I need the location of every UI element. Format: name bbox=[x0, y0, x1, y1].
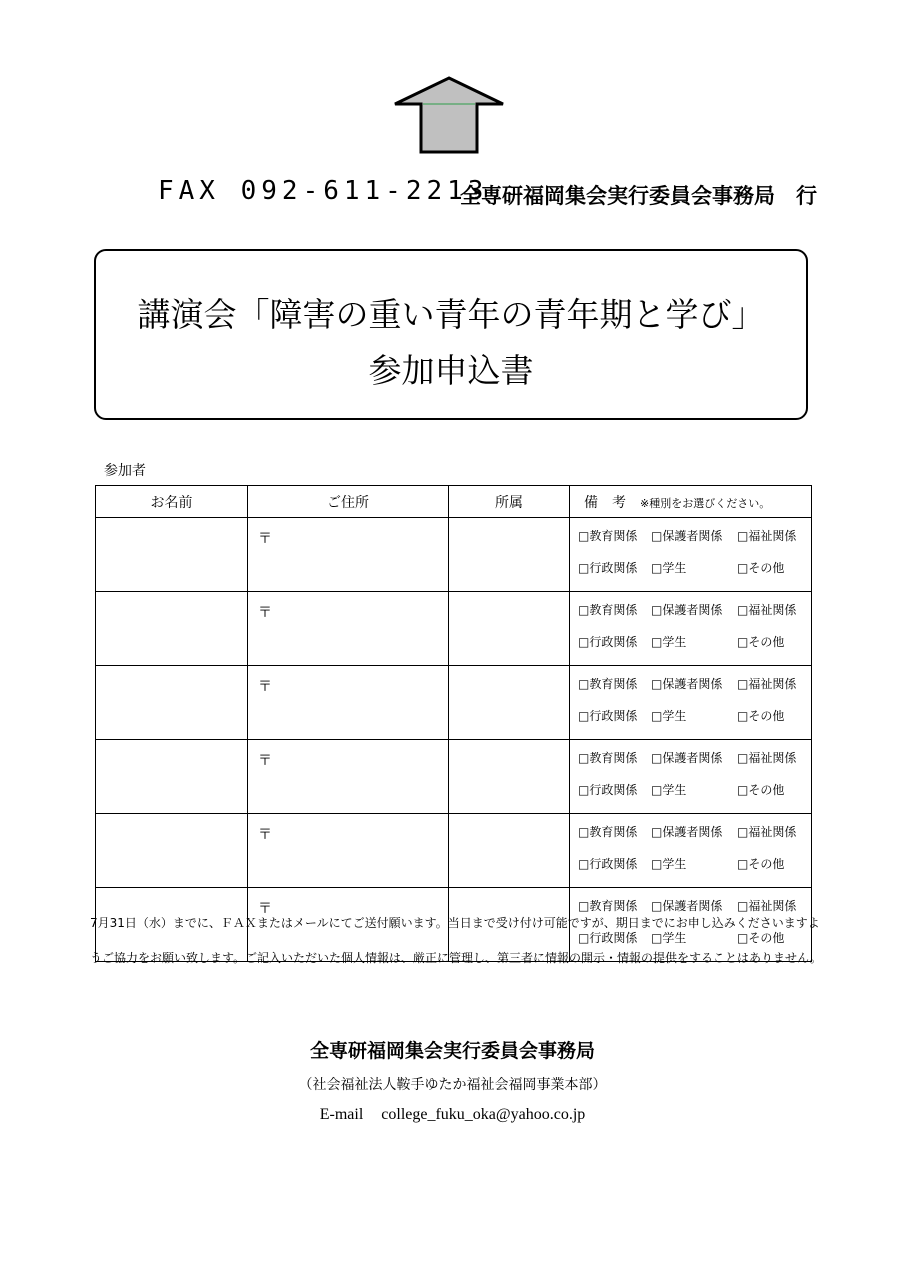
remarks-cell bbox=[570, 814, 812, 888]
option-checkbox[interactable]: □学生 bbox=[651, 709, 687, 723]
remarks-cell bbox=[570, 740, 812, 814]
header-address: ご住所 bbox=[248, 486, 449, 518]
table-row bbox=[96, 814, 812, 888]
option-checkbox[interactable]: □行政関係 bbox=[578, 783, 638, 797]
zip-mark: 〒 bbox=[258, 901, 272, 917]
option-checkbox[interactable]: □福祉関係 bbox=[737, 603, 797, 617]
email-line bbox=[0, 1106, 905, 1124]
option-checkbox[interactable]: □行政関係 bbox=[578, 635, 638, 649]
remarks-label: 備 考 bbox=[584, 494, 626, 511]
office-name: 全専研福岡集会実行委員会事務局 bbox=[309, 1040, 595, 1062]
option-checkbox[interactable]: □その他 bbox=[737, 857, 785, 871]
option-checkbox[interactable]: □教育関係 bbox=[578, 603, 638, 617]
option-checkbox[interactable]: □学生 bbox=[651, 635, 687, 649]
header-name: お名前 bbox=[96, 486, 248, 518]
option-checkbox[interactable]: □その他 bbox=[737, 561, 785, 575]
address-cell[interactable] bbox=[248, 592, 449, 666]
page-subtitle: 参加申込書 bbox=[368, 351, 534, 390]
address-cell[interactable] bbox=[248, 666, 449, 740]
email-address: college_fuku_oka@yahoo.co.jp bbox=[381, 1106, 586, 1123]
option-checkbox[interactable]: □学生 bbox=[651, 783, 687, 797]
option-checkbox[interactable]: □教育関係 bbox=[578, 529, 638, 543]
option-checkbox[interactable]: □教育関係 bbox=[578, 677, 638, 691]
option-checkbox[interactable]: □その他 bbox=[737, 783, 785, 797]
option-checkbox[interactable]: □学生 bbox=[651, 857, 687, 871]
header-remarks bbox=[570, 486, 812, 518]
option-checkbox[interactable]: □その他 bbox=[737, 709, 785, 723]
email-label: E-mail bbox=[319, 1106, 364, 1123]
notice-text: 7月31日（水）までに、ＦＡＸまたはメールにてご送付願います。当日まで受け付け可能ですが、期日までにお申し込みくださいますようご協力をお願い致します。ご記入いただいた個人情報は、厳正に管理し、第三者に情報の開示・情報の提供をすることはありません。 bbox=[90, 916, 822, 965]
title-box bbox=[94, 249, 808, 420]
option-checkbox[interactable]: □保護者関係 bbox=[651, 899, 723, 913]
option-checkbox[interactable]: □教育関係 bbox=[578, 825, 638, 839]
option-checkbox[interactable]: □教育関係 bbox=[578, 899, 638, 913]
table-header bbox=[96, 486, 812, 518]
option-checkbox[interactable]: □保護者関係 bbox=[651, 751, 723, 765]
option-checkbox[interactable]: □行政関係 bbox=[578, 561, 638, 575]
name-cell[interactable] bbox=[96, 518, 248, 592]
option-checkbox[interactable]: □福祉関係 bbox=[737, 529, 797, 543]
table-row bbox=[96, 666, 812, 740]
zip-mark: 〒 bbox=[258, 827, 272, 843]
option-checkbox[interactable]: □福祉関係 bbox=[737, 751, 797, 765]
name-cell[interactable] bbox=[96, 814, 248, 888]
corporation-name: （社会福祉法人鞍手ゆたか福祉会福岡事業本部） bbox=[298, 1077, 607, 1093]
fax-recipient: 全専研福岡集会実行委員会事務局 行 bbox=[460, 184, 817, 208]
remarks-cell bbox=[570, 592, 812, 666]
zip-mark: 〒 bbox=[258, 605, 272, 621]
address-cell[interactable] bbox=[248, 740, 449, 814]
option-checkbox[interactable]: □学生 bbox=[651, 561, 687, 575]
zip-mark: 〒 bbox=[258, 679, 272, 695]
name-cell[interactable] bbox=[96, 666, 248, 740]
option-checkbox[interactable]: □行政関係 bbox=[578, 931, 638, 945]
affiliation-cell[interactable] bbox=[449, 666, 570, 740]
option-checkbox[interactable]: □福祉関係 bbox=[737, 825, 797, 839]
affiliation-cell[interactable] bbox=[449, 592, 570, 666]
header-affiliation: 所属 bbox=[449, 486, 570, 518]
zip-mark: 〒 bbox=[258, 531, 272, 547]
option-checkbox[interactable]: □行政関係 bbox=[578, 857, 638, 871]
option-checkbox[interactable]: □その他 bbox=[737, 635, 785, 649]
remarks-cell bbox=[570, 518, 812, 592]
participant-table bbox=[95, 485, 812, 962]
address-cell[interactable] bbox=[248, 814, 449, 888]
affiliation-cell[interactable] bbox=[449, 518, 570, 592]
up-arrow-icon bbox=[393, 76, 505, 154]
option-checkbox[interactable]: □福祉関係 bbox=[737, 677, 797, 691]
remarks-cell bbox=[570, 666, 812, 740]
table-row bbox=[96, 518, 812, 592]
option-checkbox[interactable]: □保護者関係 bbox=[651, 603, 723, 617]
zip-mark: 〒 bbox=[258, 753, 272, 769]
affiliation-cell[interactable] bbox=[449, 814, 570, 888]
option-checkbox[interactable]: □保護者関係 bbox=[651, 677, 723, 691]
fax-number: FAX 092-611-2213 bbox=[158, 176, 489, 206]
table-row bbox=[96, 740, 812, 814]
participants-label: 参加者 bbox=[104, 463, 146, 479]
option-checkbox[interactable]: □行政関係 bbox=[578, 709, 638, 723]
table-row bbox=[96, 592, 812, 666]
option-checkbox[interactable]: □保護者関係 bbox=[651, 529, 723, 543]
address-cell[interactable] bbox=[248, 518, 449, 592]
name-cell[interactable] bbox=[96, 740, 248, 814]
option-checkbox[interactable]: □福祉関係 bbox=[737, 899, 797, 913]
remarks-note: ※種別をお選びください。 bbox=[640, 496, 771, 510]
affiliation-cell[interactable] bbox=[449, 740, 570, 814]
option-checkbox[interactable]: □保護者関係 bbox=[651, 825, 723, 839]
option-checkbox[interactable]: □その他 bbox=[737, 931, 785, 945]
option-checkbox[interactable]: □教育関係 bbox=[578, 751, 638, 765]
option-checkbox[interactable]: □学生 bbox=[651, 931, 687, 945]
page-title: 講演会「障害の重い青年の青年期と学び」 bbox=[137, 295, 765, 334]
name-cell[interactable] bbox=[96, 592, 248, 666]
